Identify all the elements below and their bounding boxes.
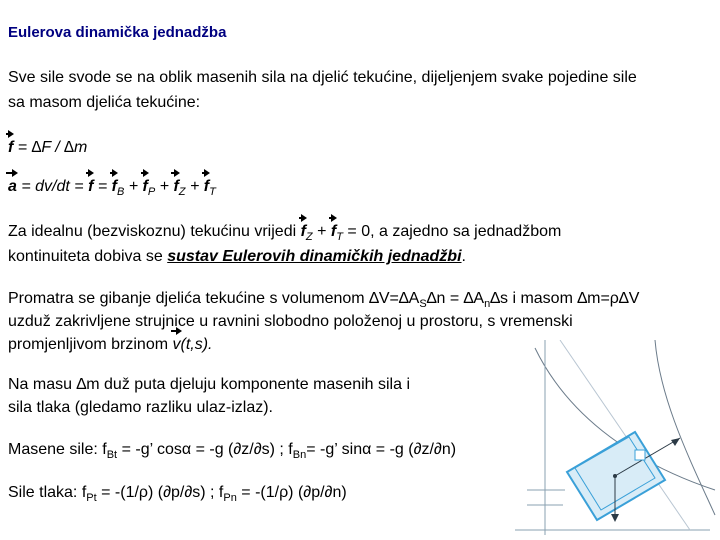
sub-Pt: Pt (86, 492, 97, 505)
gravity-arrowhead (611, 514, 619, 522)
plus: + (124, 178, 143, 195)
motion-text-3: promjenljivom brzinom (8, 336, 173, 353)
pressure-a: Sile tlaka: f (8, 484, 87, 501)
body-forces-c: = -g’ sinα = -g (∂z/∂n) (306, 441, 457, 458)
body-forces-b: = -g’ cosα = -g (∂z/∂s) ; f (117, 441, 293, 458)
streamline-element-figure (505, 340, 717, 538)
euler-system-link: sustav Eulerovih dinamičkih jednadžbi (167, 248, 462, 265)
ideal-text-2: kontinuiteta dobiva se (8, 248, 168, 265)
eq2-dvdt: = dv/dt = (16, 178, 89, 195)
element-center (613, 474, 617, 478)
ideal-text: Za idealnu (bezviskoznu) tekućinu vrijedi (8, 223, 301, 240)
vector-fZ: f (301, 220, 306, 244)
ideal-line-2 (8, 245, 466, 269)
vector-fT: f (331, 220, 336, 244)
sub-P: P (147, 186, 156, 199)
body-forces-a: Masene sile: f (8, 441, 107, 458)
page-title: Eulerova dinamička jednadžba (8, 24, 227, 41)
element-marker (635, 450, 645, 460)
streamline-curve-2 (655, 340, 715, 515)
vector-f: f (8, 136, 13, 160)
eq1-rest: = ∆F / ∆m (13, 139, 88, 156)
sub-T: T (209, 186, 216, 199)
sub-Z: Z (178, 186, 186, 199)
plus: + (312, 223, 331, 240)
motion-text-b: ∆n = ∆A (426, 290, 485, 307)
motion-text: Promatra se gibanje djelića tekućine s volumenom ∆V=∆A (8, 290, 420, 307)
ideal-text-b: = 0, a zajedno sa jednadžbom (342, 223, 562, 240)
pressure-forces-line (8, 481, 347, 510)
vector-fP: f (143, 175, 148, 199)
plus: + (155, 178, 174, 195)
sub-Pn: Pn (223, 492, 237, 505)
plus: + (185, 178, 204, 195)
pressure-b: = -(1/ρ) (∂p/∂s) ; f (96, 484, 224, 501)
pressure-c: = -(1/ρ) (∂p/∂n) (236, 484, 347, 501)
vector-v: v (173, 333, 181, 357)
eq2-equals: = (93, 178, 112, 195)
sub-S: S (419, 298, 427, 311)
mass-line-1: Na masu ∆m duž puta djeluju komponente masenih sila i (8, 376, 410, 393)
equation-acceleration (8, 175, 216, 204)
sub-n: n (484, 298, 491, 311)
equation-force-per-mass (8, 136, 87, 160)
vector-f: f (88, 175, 93, 199)
sub-T: T (336, 231, 343, 244)
body-forces-line (8, 438, 456, 467)
sub-Z: Z (305, 231, 313, 244)
vector-fB: f (112, 175, 117, 199)
sub-Bt: Bt (106, 449, 118, 462)
motion-line-3 (8, 333, 213, 357)
sub-B: B (116, 186, 125, 199)
sub-Bn: Bn (292, 449, 307, 462)
motion-text-c: ∆s i masom ∆m=ρ∆V (490, 290, 640, 307)
motion-args: (t,s). (180, 336, 213, 353)
tangent-arrowhead (671, 438, 680, 446)
vector-a: a (8, 175, 17, 199)
period: . (461, 248, 466, 265)
intro-line-1: Sve sile svode se na oblik masenih sila na djelić tekućine, dijeljenjem svake pojedine sile (8, 69, 637, 86)
mass-line-2: sila tlaka (gledamo razliku ulaz-izlaz). (8, 399, 273, 416)
intro-line-2: sa masom djelića tekućine: (8, 94, 201, 111)
vector-fT: f (204, 175, 209, 199)
motion-line-2: uzduž zakrivljene strujnice u ravnini slobodno položenoj u prostoru, s vremenski (8, 313, 573, 330)
vector-fZ: f (173, 175, 178, 199)
